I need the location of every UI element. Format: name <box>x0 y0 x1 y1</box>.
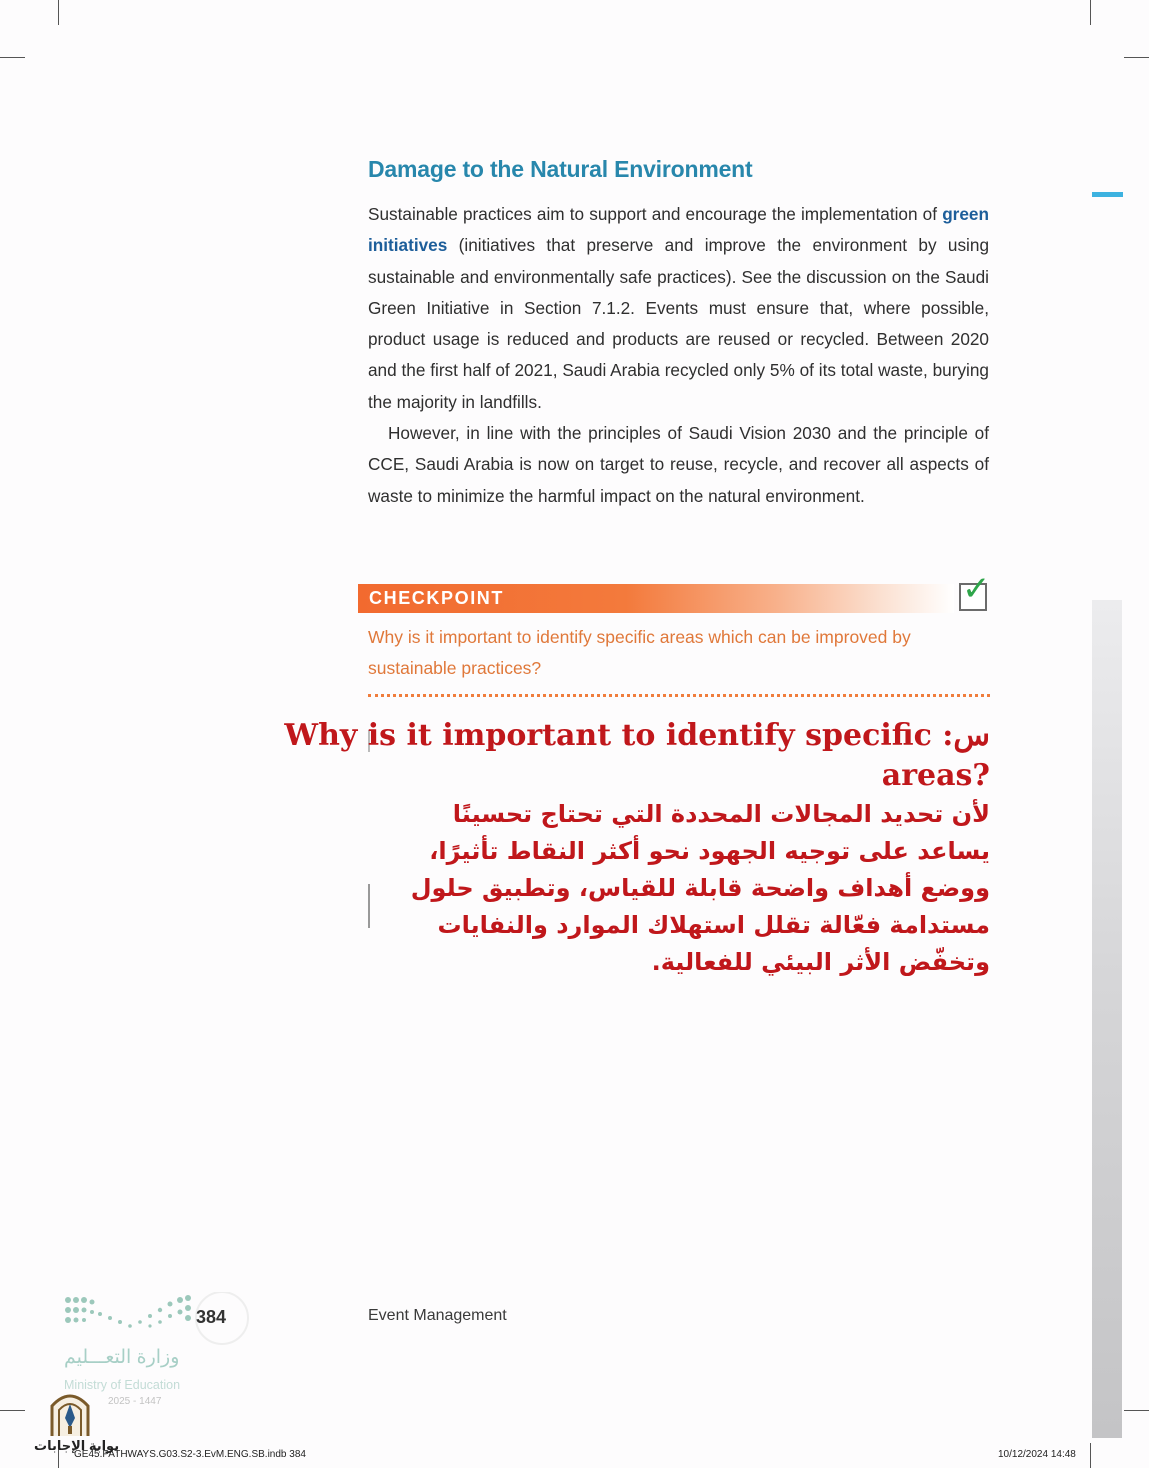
crop-mark <box>0 1410 25 1411</box>
answer-arabic-text: لأن تحديد المجالات المحددة التي تحتاج تحسينًا يساعد على توجيه الجهود نحو أكثر النقاط تأثيرًا، ووضع أهداف واضحة قابلة للقياس، وتطبيق حلول مستدامة فعّالة تقلل استهلاك الموارد والنفايات وتخفّض الأثر البيئي للفعالية. <box>410 800 990 976</box>
paragraph-1 <box>368 199 989 418</box>
section-body <box>368 199 989 512</box>
dotted-answer-line <box>368 694 990 697</box>
ministry-name-arabic: وزارة التعـــليم <box>64 1347 180 1368</box>
paragraph-2: However, in line with the principles of Saudi Vision 2030 and the principle of CCE, Saudi Arabia is now on target to reuse, recycle, and recover all aspects of waste to minimize the harmful impact on the natural environment. <box>368 423 989 506</box>
checkpoint-label: CHECKPOINT <box>369 588 505 608</box>
section-heading: Damage to the Natural Environment <box>368 156 753 182</box>
checkpoint-question: Why is it important to identify specific areas which can be improved by sustainable practices? <box>368 627 911 678</box>
paragraph-1-start: Sustainable practices aim to support and encourage the implementation of <box>368 204 943 224</box>
paragraph-1-rest: (initiatives that preserve and improve the environment by using sustainable and environmentally safe practices). See the discussion on the Saudi Green Initiative in Section 7.1.2. Events must ensure that, where possible, product usage is reduced and products are reused or recycled. Between 2020 and the first half of 2021, Saudi Arabia recycled only 5% of its total waste, burying the majority in landfills. <box>368 235 989 412</box>
answer-question-line-2: ?areas <box>881 758 990 793</box>
answer-overlay <box>284 718 990 976</box>
crop-mark <box>58 0 59 25</box>
page-number: 384 <box>196 1307 227 1327</box>
book-title: Event Management <box>368 1307 507 1324</box>
chapter-side-tab <box>1092 192 1123 197</box>
print-file-info: GE45.PATHWAYS.G03.S2-3.EvM.ENG.SB.indb 384 <box>74 1449 306 1460</box>
ministry-name-english: Ministry of Education <box>64 1378 181 1392</box>
crop-mark <box>1124 1410 1149 1411</box>
key-term-green-initiatives: green initiatives <box>368 204 989 256</box>
checkmark-icon: ✓ <box>962 570 991 608</box>
answers-portal-label: بوابة الإجابات <box>34 1438 120 1453</box>
answer-question-line-1: س: Why is it important to identify specific <box>284 718 990 753</box>
ministry-year: 2025 - 1447 <box>108 1396 162 1407</box>
page-edge-shade <box>1092 600 1122 1438</box>
crop-mark <box>1124 57 1149 58</box>
crop-mark <box>0 57 25 58</box>
crop-mark <box>1090 1443 1091 1468</box>
answers-portal-logo-icon <box>46 1386 94 1438</box>
crop-mark <box>1090 0 1091 25</box>
answer-border-mark <box>368 884 370 928</box>
print-date: 10/12/2024 14:48 <box>998 1449 1076 1460</box>
